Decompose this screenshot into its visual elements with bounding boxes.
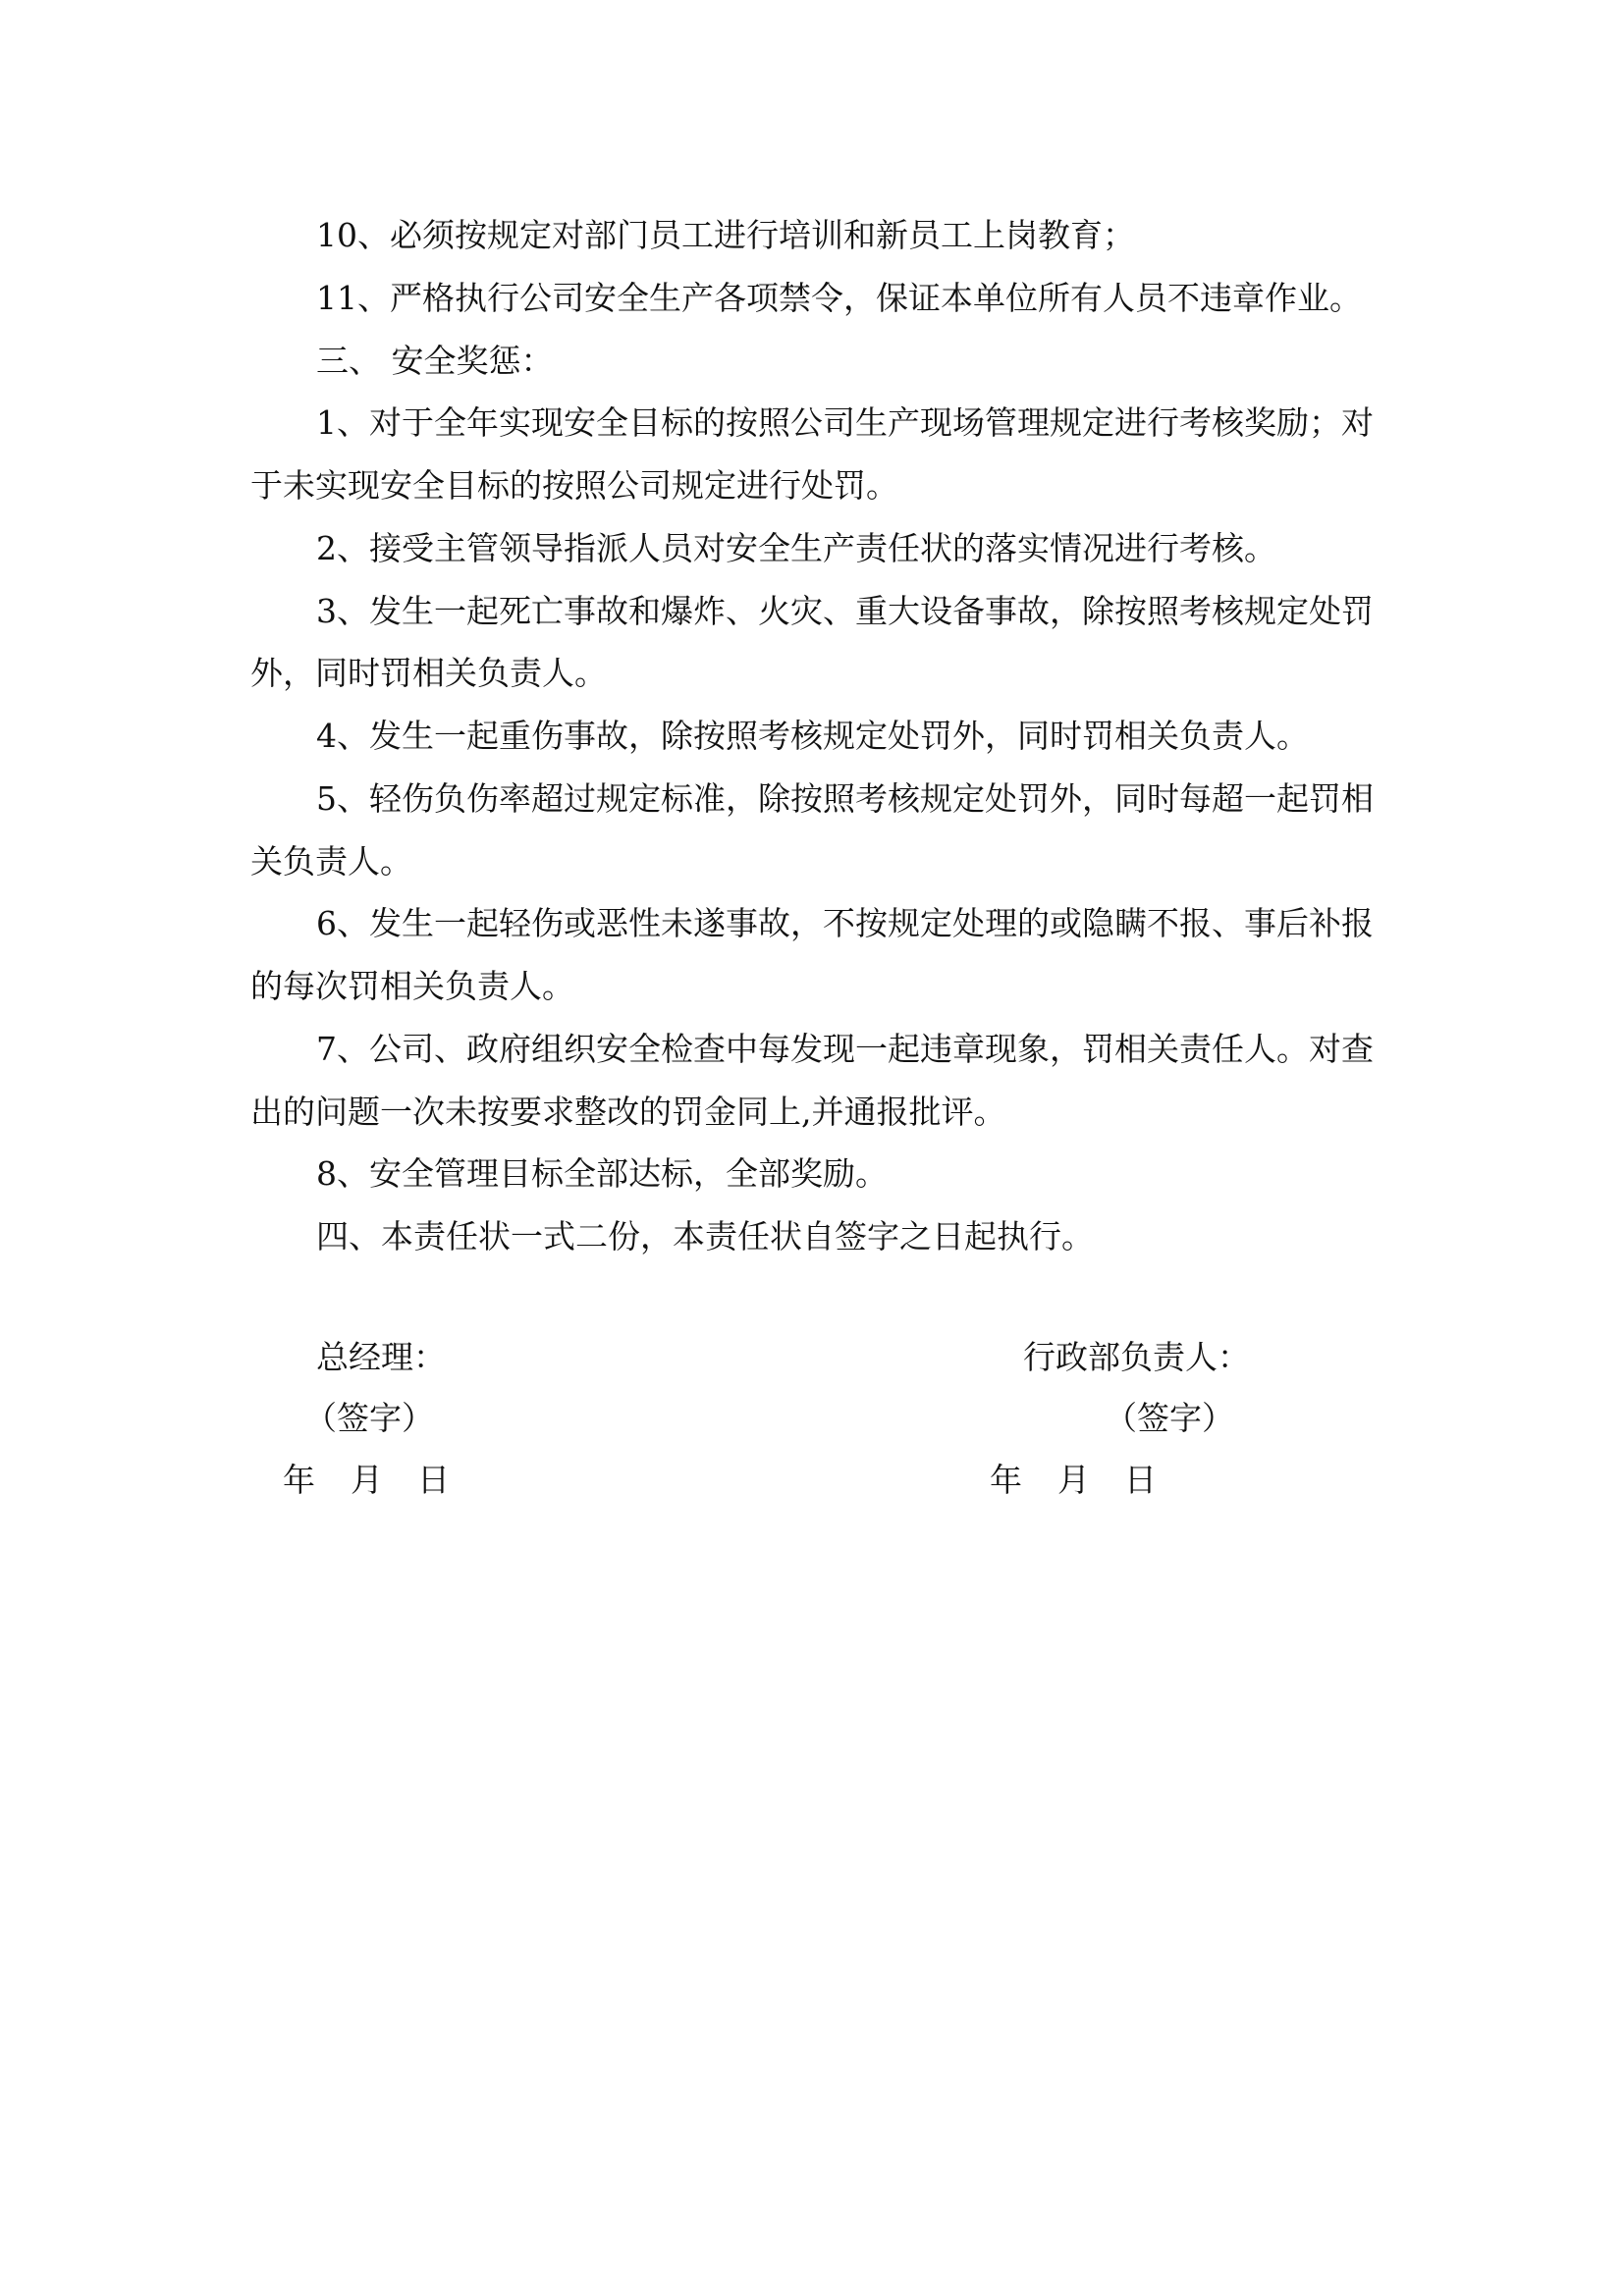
text-line: 6、发生一起轻伤或恶性未遂事故，不按规定处理的或隐瞒不报、事后补报 (316, 904, 1374, 943)
text-line: 5、轻伤负伤率超过规定标准，除按照考核规定处罚外，同时每超一起罚相 (316, 778, 1374, 818)
text-line: 关负责人。 (250, 841, 412, 881)
signature-left-title: 总经理： (316, 1338, 446, 1376)
text-line: 10、必须按规定对部门员工进行培训和新员工上岗教育； (316, 216, 1135, 254)
signature-right-sign: （签字） (1105, 1399, 1234, 1437)
text-line: 4、发生一起重伤事故，除按照考核规定处罚外，同时罚相关负责人。 (316, 717, 1309, 755)
text-line: 三、 安全奖惩： (316, 341, 554, 380)
text-line: 外，同时罚相关负责人。 (250, 654, 607, 693)
signature-right-title: 行政部负责人： (1023, 1338, 1250, 1376)
signature-left-day: 日 (417, 1461, 450, 1499)
text-line: 7、公司、政府组织安全检查中每发现一起违章现象，罚相关责任人。对查 (316, 1029, 1374, 1068)
signature-left-year: 年 (283, 1461, 315, 1499)
signature-right-day: 日 (1124, 1461, 1157, 1499)
text-line: 于未实现安全目标的按照公司规定进行处罚。 (250, 466, 898, 505)
signature-left-sign: （签字） (304, 1399, 434, 1437)
text-line: 3、发生一起死亡事故和爆炸、火灾、重大设备事故，除按照考核规定处罚 (316, 591, 1374, 630)
text-line: 11、严格执行公司安全生产各项禁令，保证本单位所有人员不违章作业。 (316, 278, 1362, 317)
text-line: 8、安全管理目标全部达标，全部奖励。 (316, 1154, 888, 1194)
signature-left-month: 月 (351, 1461, 383, 1499)
text-line: 四、本责任状一式二份，本责任状自签字之日起执行。 (316, 1217, 1094, 1255)
text-line: 的每次罚相关负责人。 (250, 967, 574, 1005)
text-line: 1、对于全年实现安全目标的按照公司生产现场管理规定进行考核奖励；对 (316, 403, 1374, 443)
text-line: 2、接受主管领导指派人员对安全生产责任状的落实情况进行考核。 (316, 528, 1276, 567)
signature-right-month: 月 (1057, 1461, 1090, 1499)
signature-right-year: 年 (990, 1461, 1022, 1499)
text-line: 出的问题一次未按要求整改的罚金同上,并通报批评。 (250, 1092, 1006, 1131)
